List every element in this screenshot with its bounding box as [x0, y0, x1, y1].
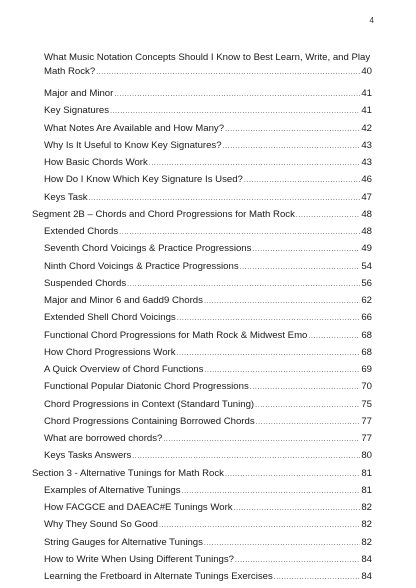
toc-entry-title: Chord Progressions in Context (Standard Tuning) — [44, 398, 255, 410]
toc-entry-title: Segment 2B – Chords and Chord Progressions for Math Rock — [32, 208, 295, 220]
toc-entry-title: Examples of Alternative Tunings — [44, 484, 181, 496]
toc-entry-title: Keys Task — [44, 191, 88, 203]
toc-entry[interactable] — [44, 364, 372, 376]
toc-entry-page: 82 — [361, 502, 372, 513]
dot-leader — [252, 244, 360, 255]
toc-entry-title: Extended Chords — [44, 226, 119, 237]
dot-leader — [89, 193, 361, 204]
toc-entry-page: 54 — [361, 260, 372, 272]
toc-entry[interactable] — [44, 450, 372, 462]
dot-leader — [114, 89, 360, 100]
dot-leader — [204, 296, 360, 307]
toc-entry-title: Functional Chord Progressions for Math Rock & Midwest Emo — [44, 329, 308, 341]
toc-entry-title: Section 3 - Alternative Tunings for Math Rock — [32, 467, 224, 479]
dot-leader — [255, 400, 360, 411]
toc-entry-title: Why They Sound So Good — [44, 519, 158, 531]
dot-leader — [235, 555, 360, 566]
toc-entry-page: 81 — [361, 484, 372, 496]
dot-leader — [225, 469, 360, 480]
toc-entry-page: 69 — [361, 364, 372, 375]
toc-entry-title: How Do I Know Which Key Signature Is Used? — [44, 174, 243, 186]
toc-entry-title: How Basic Chords Work — [44, 157, 148, 168]
toc-entry-page: 48 — [361, 208, 372, 220]
toc-entry-page: 43 — [361, 157, 372, 168]
toc-entry-title: A Quick Overview of Chord Functions — [44, 364, 204, 375]
toc-entry[interactable] — [44, 502, 372, 514]
toc-entry[interactable] — [44, 399, 372, 411]
dot-leader — [244, 175, 360, 186]
toc-entry-page: 48 — [361, 226, 372, 237]
dot-leader — [234, 503, 361, 514]
toc-entry[interactable] — [32, 468, 372, 480]
dot-leader — [296, 210, 360, 221]
toc-entry-page: 62 — [361, 295, 372, 306]
toc-entry-title: What are borrowed chords? — [44, 433, 163, 444]
dot-leader — [204, 365, 360, 376]
toc-entry-page: 81 — [361, 467, 372, 479]
toc-entry[interactable] — [44, 278, 372, 290]
toc-entry-page: 68 — [361, 346, 372, 358]
dot-leader — [119, 227, 360, 238]
toc-entry[interactable] — [44, 537, 372, 549]
toc-entry-title: Learning the Fretboard in Alternate Tunings Exercises — [44, 571, 273, 582]
dot-leader — [163, 434, 360, 445]
toc-entry-title: Functional Popular Diatonic Chord Progressions — [44, 381, 249, 393]
dot-leader — [96, 67, 360, 78]
toc-entry-title: Key Signatures — [44, 105, 110, 117]
toc-entry-page: 77 — [361, 415, 372, 427]
toc-entry-page: 56 — [361, 277, 372, 289]
toc-entry[interactable] — [44, 123, 372, 135]
toc-entry-page: 42 — [361, 122, 372, 134]
page-number: 4 — [369, 16, 374, 25]
toc-entry[interactable] — [44, 88, 372, 100]
toc-entry-page: 68 — [361, 329, 372, 341]
toc-entry-page: 82 — [361, 519, 372, 531]
toc-entry-title-line2: Math Rock? — [44, 66, 96, 77]
toc-entry-title: Chord Progressions Containing Borrowed Chords — [44, 415, 255, 427]
toc-entry[interactable] — [44, 295, 372, 307]
toc-entry[interactable] — [44, 433, 372, 445]
toc-entry[interactable] — [44, 381, 372, 393]
dot-leader — [127, 279, 360, 290]
toc-entry-title: Major and Minor 6 and 6add9 Chords — [44, 295, 203, 306]
toc-entry[interactable] — [44, 157, 372, 169]
dot-leader — [223, 141, 361, 152]
toc-entry[interactable] — [44, 140, 372, 152]
dot-leader — [149, 158, 361, 169]
dot-leader — [177, 348, 361, 359]
toc-entry[interactable] — [44, 416, 372, 428]
toc-entry-page: 43 — [361, 139, 372, 151]
toc-entry-page: 82 — [361, 536, 372, 548]
toc-entry-page: 41 — [361, 88, 372, 99]
dot-leader — [274, 572, 361, 583]
toc-entry-page: 70 — [361, 381, 372, 393]
toc-entry-title: Seventh Chord Voicings & Practice Progressions — [44, 243, 252, 255]
toc-entry[interactable] — [44, 261, 372, 273]
toc-entry-page: 84 — [361, 571, 372, 582]
toc-entry-notation-concepts[interactable] — [44, 52, 372, 78]
toc-entry-title: Why Is It Useful to Know Key Signatures? — [44, 139, 222, 151]
toc-entry-page: 46 — [361, 174, 372, 186]
toc-entry-page: 84 — [361, 553, 372, 565]
toc-entry[interactable] — [44, 312, 372, 324]
toc-entry-title: Suspended Chords — [44, 277, 127, 289]
dot-leader — [132, 451, 360, 462]
toc-entry-title: String Gauges for Alternative Tunings — [44, 536, 203, 548]
toc-entry-page: 75 — [361, 398, 372, 410]
toc-entry-title: Major and Minor — [44, 88, 114, 99]
dot-leader — [159, 520, 360, 531]
toc-entry[interactable] — [32, 209, 372, 221]
toc-entry[interactable] — [44, 485, 372, 497]
dot-leader — [204, 538, 360, 549]
dot-leader — [225, 124, 360, 135]
toc-entry-title: Ninth Chord Voicings & Practice Progressions — [44, 260, 239, 272]
toc-entry[interactable] — [44, 519, 372, 531]
toc-entry-title: What Notes Are Available and How Many? — [44, 122, 225, 134]
dot-leader — [240, 262, 361, 273]
toc-entry[interactable] — [44, 105, 372, 117]
dot-leader — [110, 106, 360, 117]
toc-entry-page: 66 — [361, 312, 372, 324]
toc-entry-page: 40 — [361, 66, 372, 77]
dot-leader — [256, 417, 361, 428]
toc-entry-title: Extended Shell Chord Voicings — [44, 312, 176, 324]
dot-leader — [308, 331, 360, 342]
toc-entry[interactable] — [44, 571, 372, 583]
dot-leader — [182, 486, 361, 497]
toc-entry[interactable] — [44, 554, 372, 566]
toc-entry-page: 80 — [361, 450, 372, 462]
toc-entry-title-line1: What Music Notation Concepts Should I Know to Best Learn, Write, and Play — [44, 52, 371, 63]
toc-entry-page: 47 — [361, 191, 372, 203]
toc-entry-page: 77 — [361, 433, 372, 444]
toc-entry-page: 49 — [361, 243, 372, 255]
toc-entry[interactable] — [44, 226, 372, 238]
toc-entry[interactable] — [44, 192, 372, 204]
toc-entry-title: Keys Tasks Answers — [44, 450, 132, 462]
toc-entry[interactable] — [44, 347, 372, 359]
dot-leader — [250, 382, 361, 393]
toc-entry-title: How FACGCE and DAEAC#E Tunings Work — [44, 502, 233, 513]
toc-entry[interactable] — [44, 330, 372, 342]
toc-entry-page: 41 — [361, 105, 372, 117]
toc-entry[interactable] — [44, 174, 372, 186]
toc-entry-title: How Chord Progressions Work — [44, 346, 176, 358]
dot-leader — [177, 313, 361, 324]
toc-entry-title: How to Write When Using Different Tunings? — [44, 553, 235, 565]
toc-entry[interactable] — [44, 243, 372, 255]
